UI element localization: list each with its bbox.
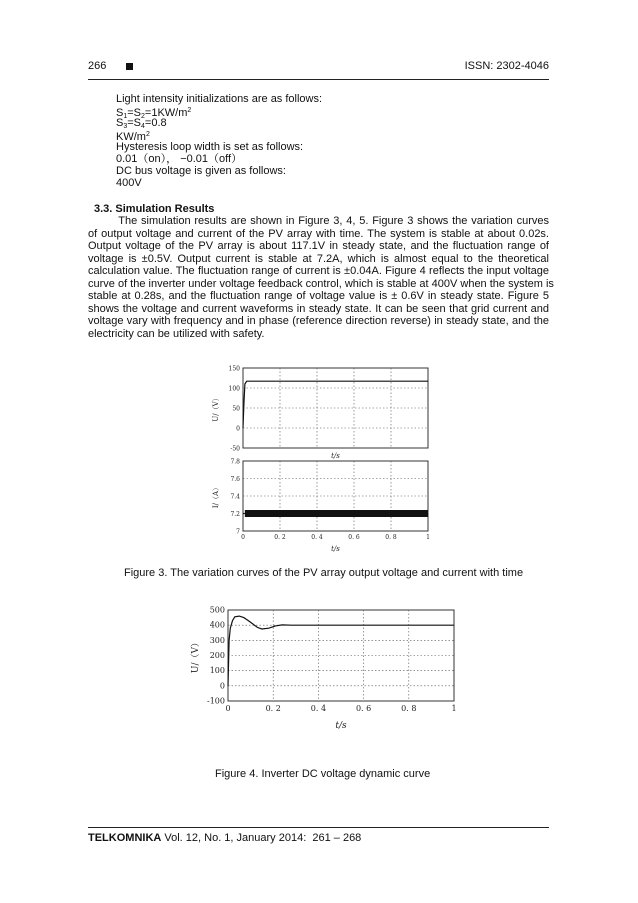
y-axis-label: U/（V） [191, 637, 201, 674]
volume-info: Vol. 12, No. 1, January 2014: 261 – 268 [161, 832, 362, 844]
page-number: 266 [88, 60, 107, 72]
header-square-icon [126, 63, 133, 70]
section-paragraph [88, 215, 554, 340]
y-tick-label: 0 [236, 425, 240, 433]
x-axis-label: t/s [335, 721, 347, 731]
init-line-8: 400V [116, 177, 142, 189]
section-heading: 3.3. Simulation Results [94, 203, 215, 215]
y-tick-label: 50 [232, 405, 240, 413]
figure-3-caption: Figure 3. The variation curves of the PV array output voltage and current with time [124, 567, 524, 579]
x-axis-label: t/s [331, 452, 340, 460]
init-line-7: DC bus voltage is given as follows: [116, 165, 286, 177]
x-tick-label: 1 [426, 534, 430, 541]
series-band [245, 510, 428, 517]
y-tick-label: 0 [219, 681, 225, 691]
init-line-5: Hysteresis loop width is set as follows: [116, 141, 304, 153]
y-tick-label: 300 [209, 635, 225, 645]
y-tick-label: 7.2 [230, 511, 240, 518]
paragraph-line: The simulation results are shown in Figure 3, 4, 5. Figure 3 shows the variation curves [88, 215, 549, 227]
x-tick-label: 0 [225, 704, 231, 713]
init-line-1: Light intensity initializations are as follows: [116, 93, 323, 105]
x-tick-label: 1 [451, 704, 457, 713]
paragraph-line: curve of the inverter under voltage feedback control, which is stable at 400V when the system is [88, 277, 554, 290]
journal-name: TELKOMNIKA [88, 832, 162, 844]
y-axis-label: U/（V） [212, 394, 220, 422]
y-tick-label: 150 [228, 365, 240, 373]
y-tick-label: 100 [228, 385, 240, 393]
paragraph-line: stable at 0.28s, and the fluctuation range of voltage value is ± 0.6V in steady state. Figure 5 [88, 290, 549, 302]
footer-citation [88, 832, 361, 844]
x-tick-label: 0. 8 [401, 704, 417, 713]
x-tick-label: 0. 4 [311, 534, 323, 541]
init-line-3: $S_3=S_4=0.8$ [116, 117, 167, 130]
y-tick-label: 7 [236, 528, 240, 536]
issn: ISSN: 2302-4046 [464, 60, 549, 72]
paragraph-line: voltage vary with frequency and in phase (reference direction reverse) in steady state, and the [88, 315, 549, 327]
y-axis-label: I/（A） [212, 483, 220, 509]
y-tick-label: 100 [209, 666, 225, 676]
paragraph-line: Output voltage of the PV array is about 117.1V in steady state, and the fluctuation range of [88, 240, 549, 252]
y-tick-label: 200 [209, 651, 225, 660]
y-tick-label: -100 [207, 696, 225, 706]
x-tick-label: 0 [241, 534, 245, 541]
y-tick-label: 7.4 [230, 493, 240, 501]
paragraph-line: voltage is ±0.5V. Output current is stable at 7.2A, which is almost equal to the theoretical [88, 252, 549, 265]
init-line-6: 0.01（on）， −0.01（off） [116, 153, 243, 165]
x-tick-label: 0. 8 [385, 534, 397, 541]
x-tick-label: 0. 6 [355, 704, 372, 713]
paragraph-line: of output voltage and current of the PV array with time. The system is stable at about 0.02s. [88, 227, 549, 240]
x-axis-label: t/s [331, 545, 340, 553]
figure-4-caption: Figure 4. Inverter DC voltage dynamic curve [215, 768, 431, 780]
y-tick-label: 400 [209, 620, 225, 630]
y-tick-label: 500 [209, 605, 225, 615]
y-tick-label: -50 [230, 445, 240, 453]
x-tick-label: 0. 6 [348, 534, 360, 541]
paragraph-line: shows the voltage and current waveforms in steady state. It can be seen that grid current and [88, 302, 549, 315]
paragraph-line: electricity can be utilized with safety. [88, 327, 265, 340]
y-tick-label: 7.8 [230, 458, 240, 466]
x-tick-label: 0. 4 [310, 704, 327, 713]
header-rule [88, 79, 549, 80]
footer-rule [88, 827, 549, 828]
x-tick-label: 0. 2 [265, 704, 281, 713]
figure-3-chart [200, 360, 440, 558]
series-line [228, 616, 454, 686]
x-tick-label: 0. 2 [274, 534, 286, 541]
init-line-2: $S_1=S_2=1KW/m^2$ [116, 107, 192, 120]
figure-4-chart [186, 604, 476, 734]
paragraph-line: calculation value. The fluctuation range of current is ±0.04A. Figure 4 reflects the input voltage [88, 265, 549, 277]
y-tick-label: 7.6 [230, 476, 240, 483]
init-line-4: $KW/m^2$ [116, 131, 150, 143]
